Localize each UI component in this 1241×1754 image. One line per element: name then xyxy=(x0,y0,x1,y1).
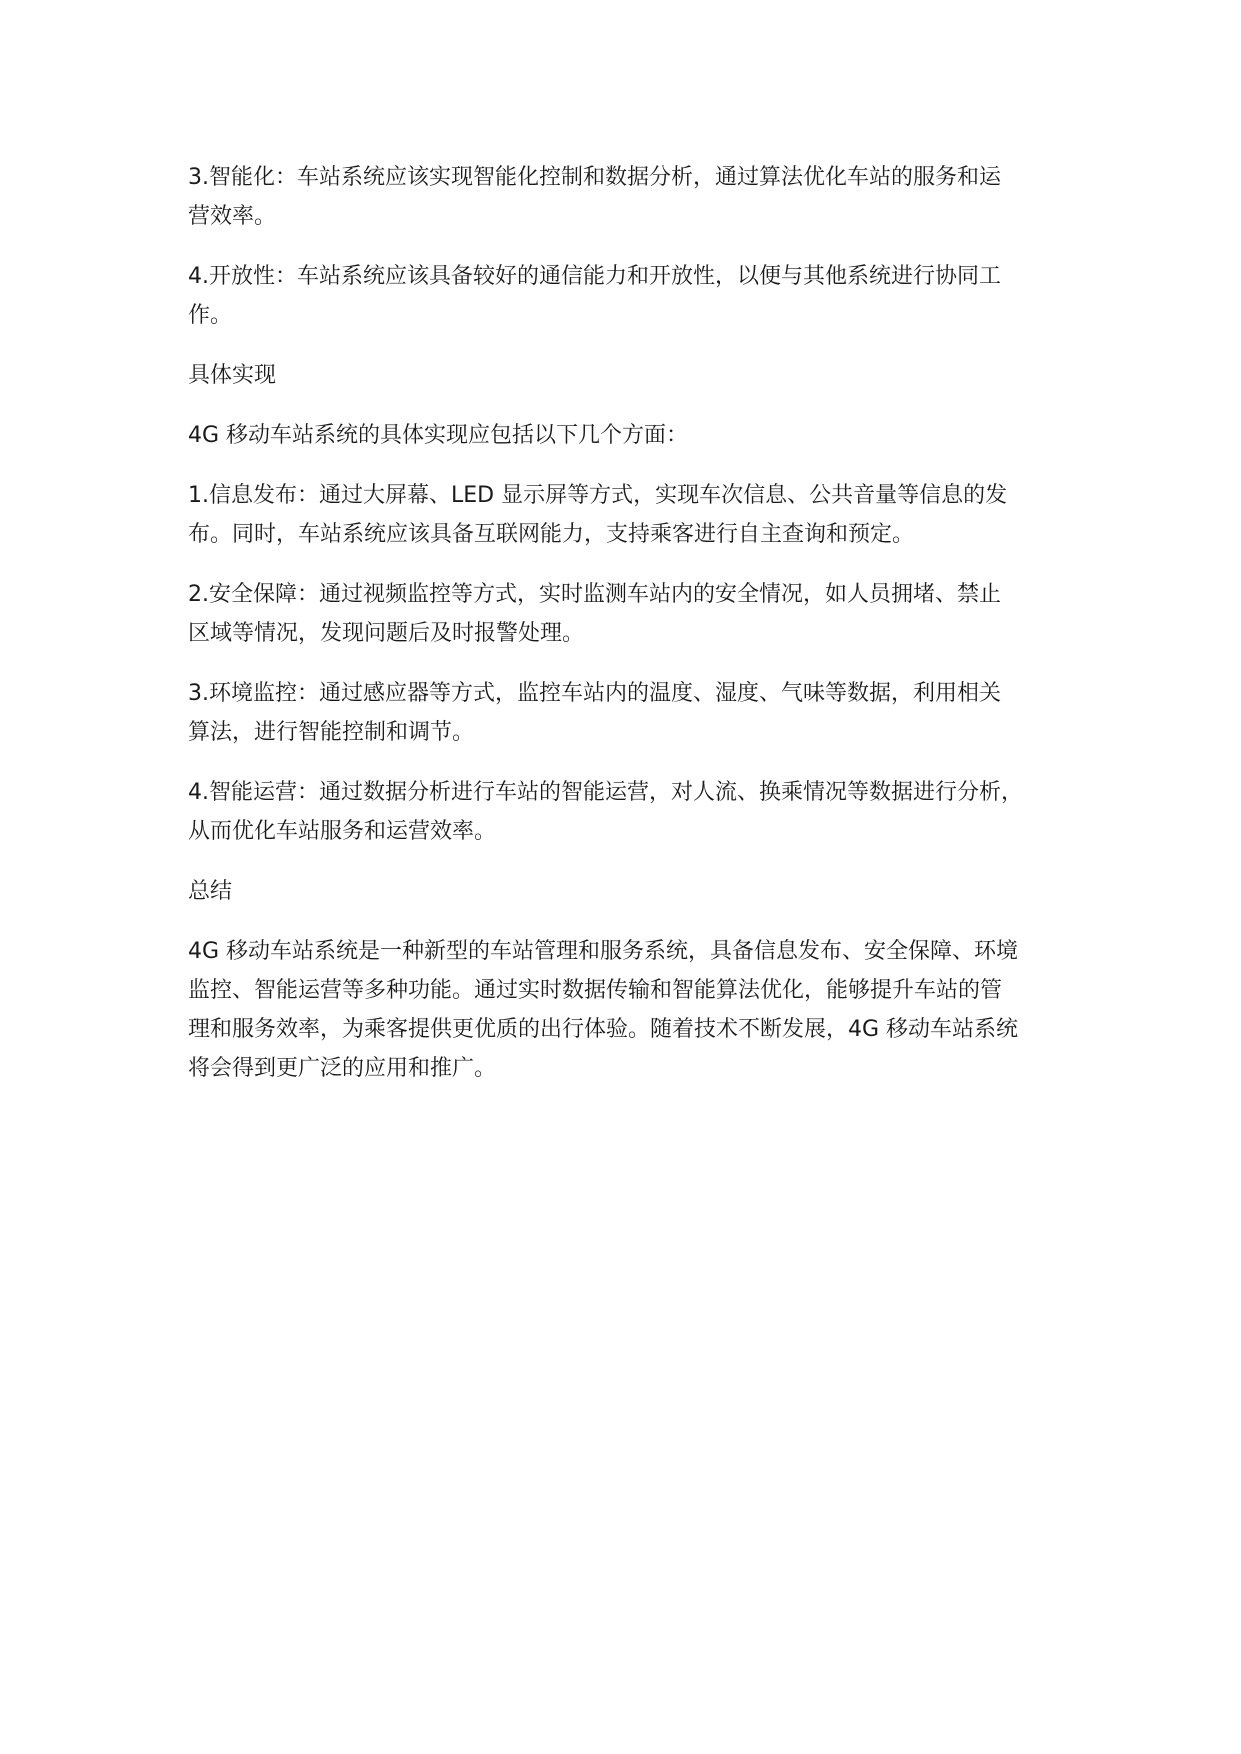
paragraph-spacer xyxy=(188,851,1078,872)
paragraph-line: 3.环境监控：通过感应器等方式，监控车站内的温度、湿度、气味等数据，利用相关 xyxy=(188,681,1001,706)
paragraph-line: 将会得到更广泛的应用和推广。 xyxy=(188,1056,497,1081)
paragraph-line: 理和服务效率，为乘客提供更优质的出行体验。随着技术不断发展，4G 移动车站系统 xyxy=(188,1017,1019,1042)
paragraph-line: 作。 xyxy=(188,303,233,328)
item-safety xyxy=(188,575,1078,653)
paragraph-spacer xyxy=(188,335,1078,356)
paragraph-spacer xyxy=(188,395,1078,416)
paragraph-line: 从而优化车站服务和运营效率。 xyxy=(188,819,497,844)
paragraph-line: 1.信息发布：通过大屏幕、LED 显示屏等方式，实现车次信息、公共音量等信息的发 xyxy=(188,483,1008,508)
item-info-release xyxy=(188,476,1078,554)
paragraph-line: 布。同时，车站系统应该具备互联网能力，支持乘客进行自主查询和预定。 xyxy=(188,522,915,547)
paragraph-spacer xyxy=(188,911,1078,932)
item-intelligent xyxy=(188,158,1078,236)
paragraph-line: 区域等情况，发现问题后及时报警处理。 xyxy=(188,621,585,646)
paragraph-spacer xyxy=(188,752,1078,773)
paragraph-spacer xyxy=(188,236,1078,257)
paragraph-line: 2.安全保障：通过视频监控等方式，实时监测车站内的安全情况，如人员拥堵、禁止 xyxy=(188,582,1001,607)
item-environment xyxy=(188,674,1078,752)
paragraph-line: 4.智能运营：通过数据分析进行车站的智能运营，对人流、换乘情况等数据进行分析， xyxy=(188,780,1023,805)
item-smart-operation xyxy=(188,773,1078,851)
paragraph-line: 3.智能化：车站系统应该实现智能化控制和数据分析，通过算法优化车站的服务和运 xyxy=(188,165,1001,190)
item-openness xyxy=(188,257,1078,335)
paragraph-line: 4.开放性：车站系统应该具备较好的通信能力和开放性，以便与其他系统进行协同工 xyxy=(188,264,1001,289)
paragraph-line: 4G 移动车站系统的具体实现应包括以下几个方面： xyxy=(188,423,689,448)
paragraph-spacer xyxy=(188,554,1078,575)
paragraph-line: 营效率。 xyxy=(188,204,277,229)
document-body xyxy=(188,158,1078,1088)
paragraph-line: 算法，进行智能控制和调节。 xyxy=(188,720,475,745)
paragraph-spacer xyxy=(188,455,1078,476)
paragraph-spacer xyxy=(188,653,1078,674)
heading-text: 总结 xyxy=(188,879,233,904)
heading-implementation xyxy=(188,356,1078,395)
paragraph-line: 4G 移动车站系统是一种新型的车站管理和服务系统，具备信息发布、安全保障、环境 xyxy=(188,939,1019,964)
heading-text: 具体实现 xyxy=(188,363,277,388)
heading-summary xyxy=(188,872,1078,911)
implementation-intro xyxy=(188,416,1078,455)
summary-paragraph xyxy=(188,932,1078,1088)
paragraph-line: 监控、智能运营等多种功能。通过实时数据传输和智能算法优化，能够提升车站的管 xyxy=(188,978,1003,1003)
